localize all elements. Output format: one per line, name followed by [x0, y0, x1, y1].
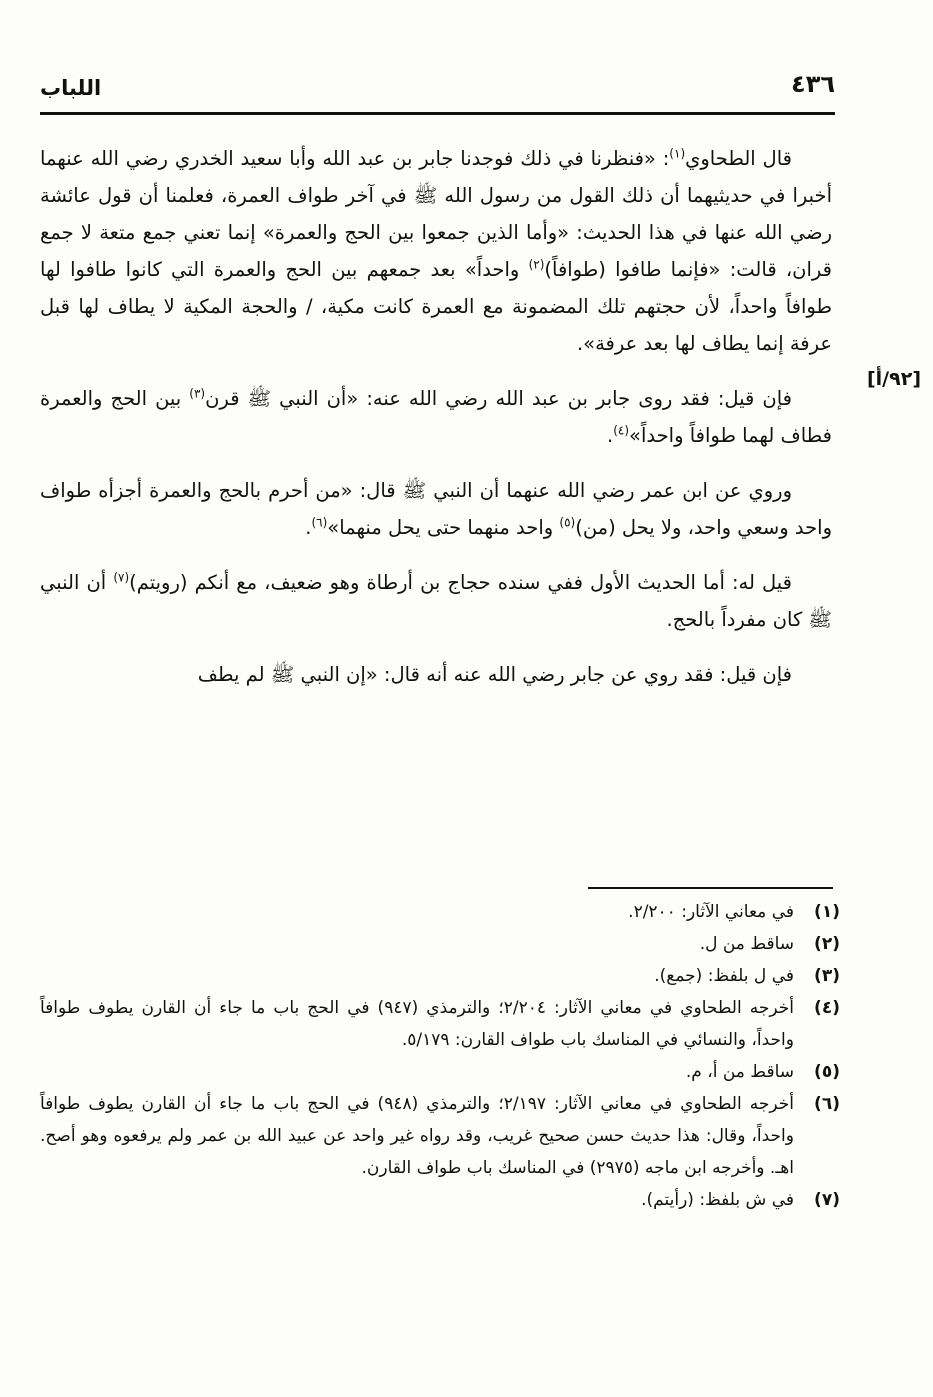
footnote-text: ساقط من ل.	[699, 934, 794, 954]
footnote	[40, 896, 840, 928]
footnote	[40, 992, 840, 1056]
paragraph-5: فإن قيل: فقد روي عن جابر رضي الله عنه أنه قال: «إن النبي ﷺ لم يطف	[197, 663, 792, 686]
footnote	[40, 1056, 840, 1088]
footnote-ref: (٢)	[528, 257, 545, 272]
footnote-number: (٢)	[814, 934, 840, 954]
footnote	[40, 960, 840, 992]
footnote	[40, 928, 840, 960]
footnote-separator	[588, 887, 833, 889]
paragraph-3: وروي عن ابن عمر رضي الله عنهما أن النبي ﷺ قال: «من أحرم بالحج والعمرة أجزأه طواف واحد وسعي واحد، ولا يحل (من)$^{(٥)}$ واحد منهما حتى يحل منهما»$^{(٦)}$.	[40, 479, 832, 539]
footnote-text: أخرجه الطحاوي في معاني الآثار: ٢/١٩٧؛ والترمذي (٩٤٨) في الحج باب ما جاء أن القارن يطوف طوافاً واحداً، وقال: هذا حديث حسن صحيح غريب، وقد رواه غير واحد عن عبيد الله بن عمر ولم يرفعوه وهو أصح. اهـ. وأخرجه ابن ماجه (٢٩٧٥) في المناسك باب طواف القارن.	[40, 1094, 794, 1178]
footnote-text: في معاني الآثار: ٢/٢٠٠.	[628, 902, 794, 922]
footnote-text: في ل بلفظ: (جمع).	[654, 966, 794, 986]
running-title: اللباب	[40, 76, 102, 100]
header-rule	[40, 112, 835, 115]
footnote-number: (٥)	[814, 1062, 840, 1082]
manuscript-folio-ref: [٩٢/أ]	[866, 368, 921, 390]
footnote-text: في ش بلفظ: (رأيتم).	[641, 1190, 794, 1210]
footnote-number: (٤)	[814, 998, 840, 1018]
footnotes	[40, 896, 840, 1216]
footnote-ref: (٦)	[311, 515, 328, 530]
footnote-text: ساقط من أ، م.	[685, 1062, 794, 1082]
footnote	[40, 1184, 840, 1216]
footnote-ref: (٥)	[559, 515, 576, 530]
footnote-number: (٦)	[814, 1094, 840, 1114]
footnote-number: (٧)	[814, 1190, 840, 1210]
paragraph-2: فإن قيل: فقد روى جابر بن عبد الله رضي الله عنه: «أن النبي ﷺ قرن$^{(٣)}$ بين الحج والعمرة فطاف لهما طوافاً واحداً»$^{(٤)}$.	[40, 386, 832, 447]
footnote-ref: (٣)	[189, 386, 206, 401]
footnote-text: أخرجه الطحاوي في معاني الآثار: ٢/٢٠٤؛ والترمذي (٩٤٧) في الحج باب ما جاء أن القارن يطوف طوافاً واحداً، والنسائي في المناسك باب طواف القارن: ٥/١٧٩.	[40, 998, 794, 1050]
footnote	[40, 1088, 840, 1184]
footnote-number: (١)	[814, 902, 840, 922]
footnote-ref: (٧)	[113, 570, 130, 585]
paragraph-1: قال الطحاوي$^{(١)}$: «فنظرنا في ذلك فوجدنا جابر بن عبد الله وأبا سعيد الخدري رضي الله عنهما أخبرا في حديثيهما أن ذلك القول من رسول الله ﷺ في آخر طواف العمرة، فعلمنا أن قول عائشة رضي الله عنها في هذا الحديث: «وأما الذين جمعوا بين الحج والعمرة» إنما تعني جمع متعة لا جمع قران، قالت: «فإنما طافوا (طوافاً)$^{(٢)}$ واحداً» بعد جمعهم بين الحج والعمرة التي كانوا طافوا لها طوافاً واحداً، لأن حجتهم تلك المضمونة مع العمرة كانت مكية، / والحجة المكية لا يطاف لها قبل عرفة إنما يطاف لها بعد عرفة».	[40, 146, 832, 355]
footnote-ref: (١)	[669, 146, 686, 161]
footnote-ref: (٤)	[613, 423, 630, 438]
page-number: ٤٣٦	[791, 70, 835, 98]
main-text	[40, 140, 832, 693]
footnote-number: (٣)	[814, 966, 840, 986]
paragraph-4: قيل له: أما الحديث الأول ففي سنده حجاج بن أرطاة وهو ضعيف، مع أنكم (رويتم)$^{(٧)}$ أن النبي ﷺ كان مفرداً بالحج.	[40, 570, 832, 631]
page-header	[40, 70, 835, 110]
